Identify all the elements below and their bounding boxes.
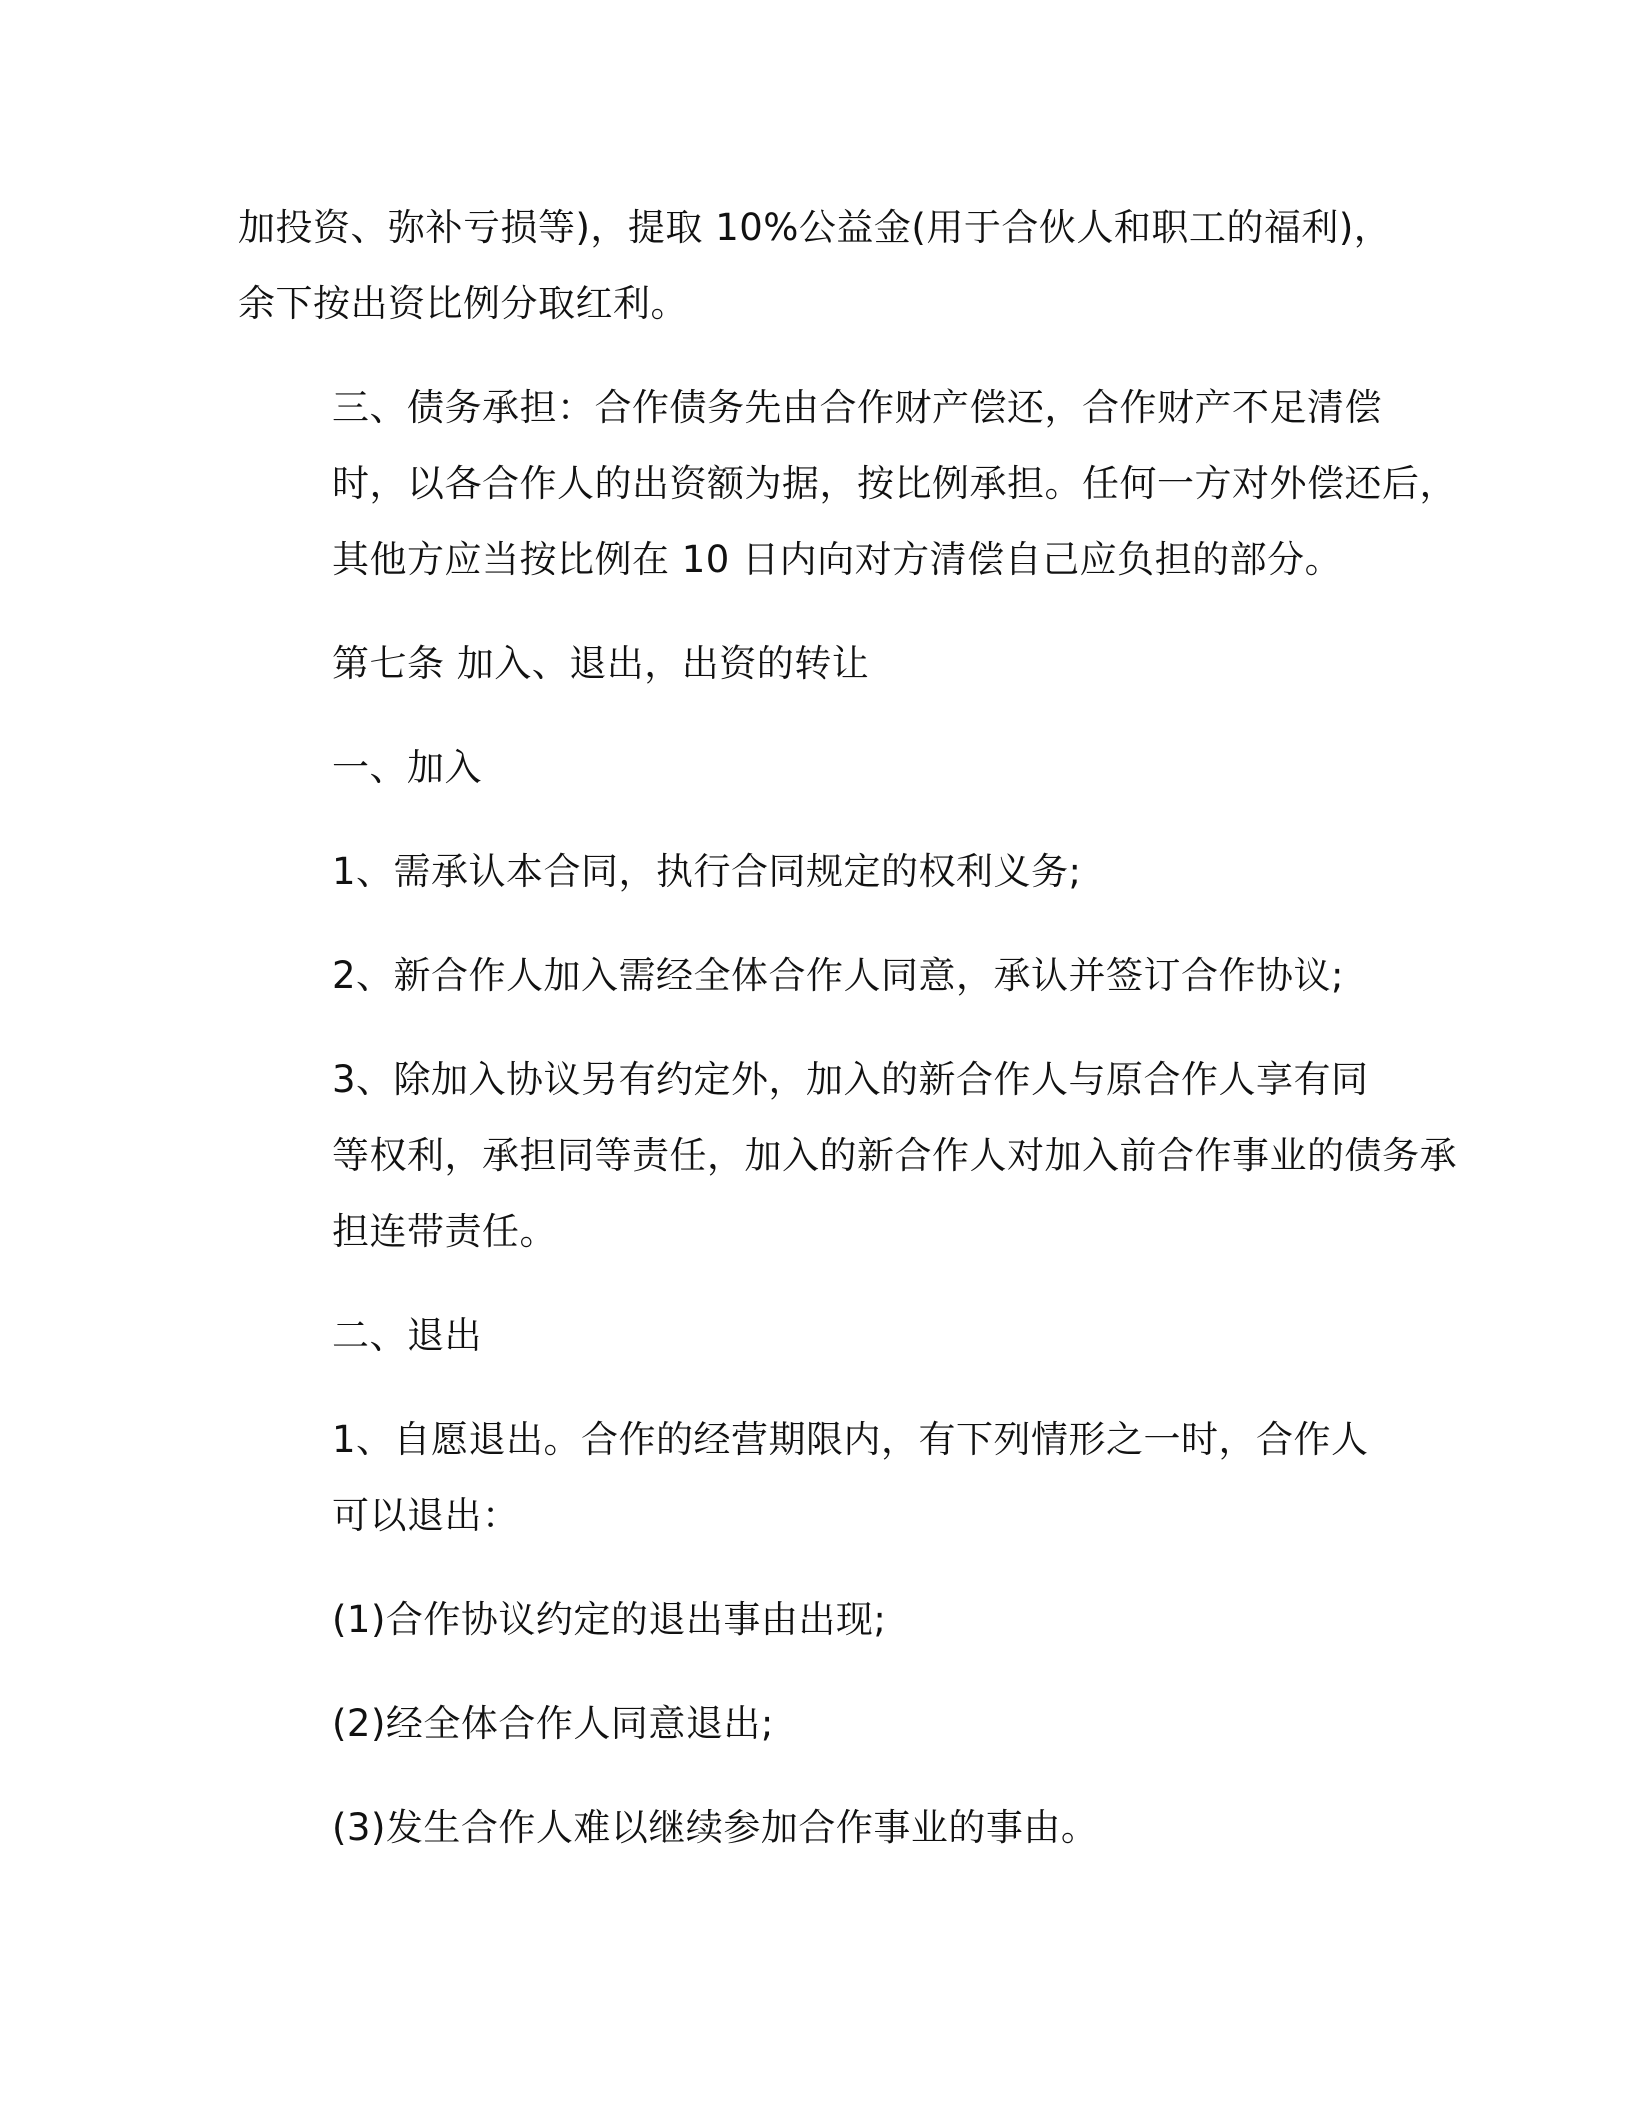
text-line: (2)经全体合作人同意退出; [332, 1702, 774, 1745]
section-exit-heading [238, 1298, 1398, 1374]
paragraph-profit-distribution [238, 190, 1398, 342]
text-line: 可以退出： [332, 1494, 520, 1537]
text-line: 1、自愿退出。合作的经营期限内，有下列情形之一时，合作人 [332, 1418, 1369, 1461]
text-line: 等权利，承担同等责任，加入的新合作人对加入前合作事业的债务承 [332, 1134, 1457, 1177]
exit-item-2 [238, 1686, 1398, 1762]
text-line: 3、除加入协议另有约定外，加入的新合作人与原合作人享有同 [332, 1058, 1369, 1101]
article-seven-heading [238, 626, 1398, 702]
document-body [238, 190, 1457, 1894]
join-clause-2 [238, 938, 1398, 1014]
text-line: 一、加入 [332, 746, 482, 789]
join-clause-1 [238, 834, 1398, 910]
text-line: 2、新合作人加入需经全体合作人同意，承认并签订合作协议; [332, 954, 1345, 997]
text-line: 余下按出资比例分取红利。 [238, 282, 688, 325]
text-line: (3)发生合作人难以继续参加合作事业的事由。 [332, 1806, 1099, 1849]
text-line: (1)合作协议约定的退出事由出现; [332, 1598, 887, 1641]
text-line: 时，以各合作人的出资额为据，按比例承担。任何一方对外偿还后， [332, 462, 1457, 505]
paragraph-debt-liability [238, 370, 1457, 598]
exit-item-1 [238, 1582, 1398, 1658]
text-line: 加投资、弥补亏损等)，提取 10%公益金(用于合伙人和职工的福利)， [238, 206, 1392, 249]
text-line: 第七条 加入、退出，出资的转让 [332, 642, 870, 685]
text-line: 担连带责任。 [332, 1210, 557, 1253]
join-clause-3 [238, 1042, 1457, 1270]
text-line: 二、退出 [332, 1314, 482, 1357]
exit-item-3 [238, 1790, 1398, 1866]
section-join-heading [238, 730, 1398, 806]
text-line: 三、债务承担：合作债务先由合作财产偿还，合作财产不足清偿 [332, 386, 1382, 429]
exit-clause-1 [238, 1402, 1398, 1554]
text-line: 1、需承认本合同，执行合同规定的权利义务; [332, 850, 1082, 893]
text-line: 其他方应当按比例在 10 日内向对方清偿自己应负担的部分。 [332, 538, 1343, 581]
